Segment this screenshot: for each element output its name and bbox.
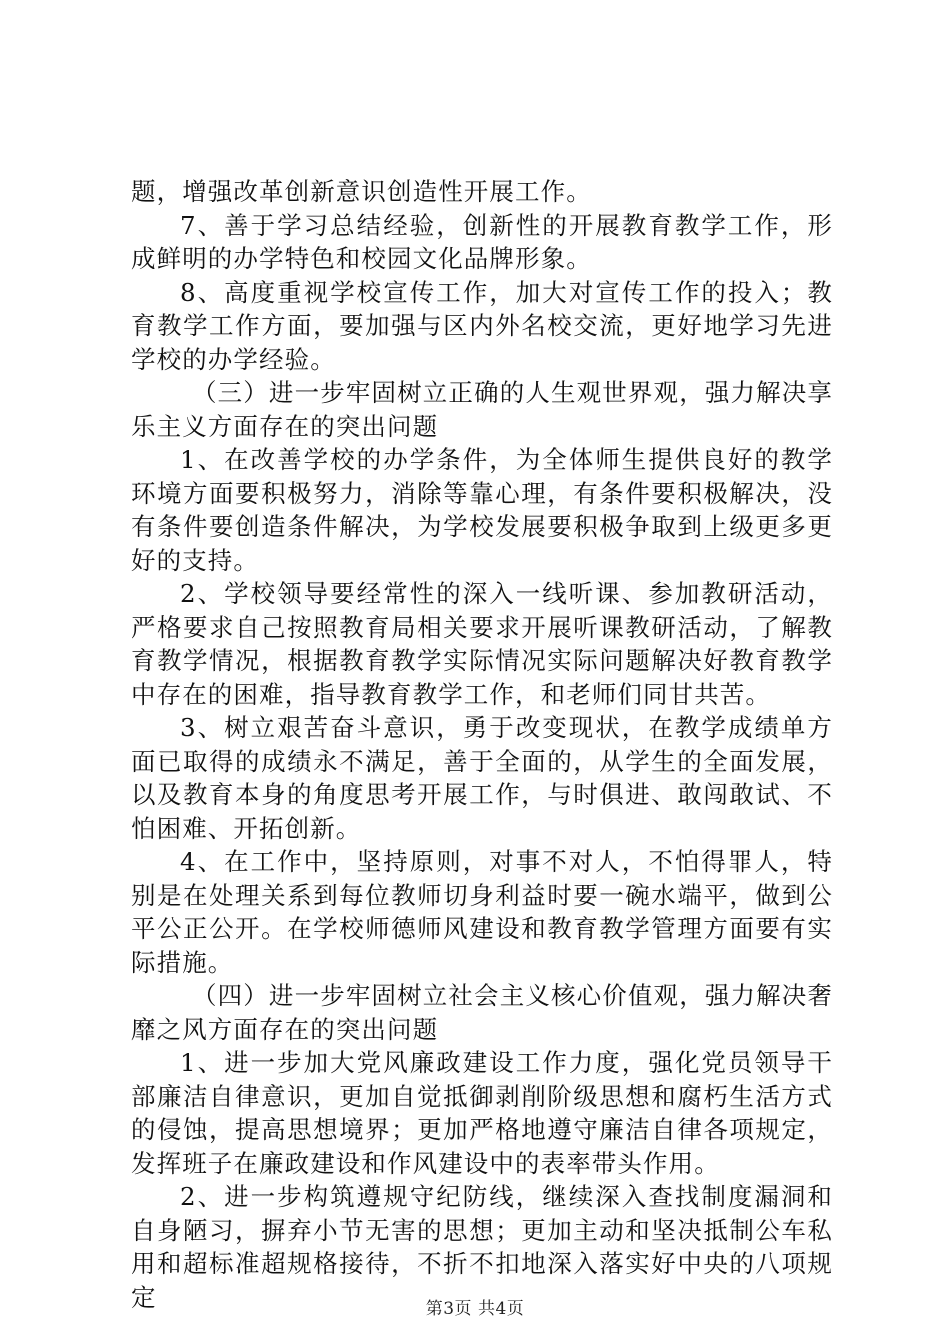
paragraph-section3-item-4: 4、在工作中，坚持原则，对事不对人，不怕得罪人，特别是在处理关系到每位教师切身利益时要一碗水端平，做到公平公正公开。在学校师德师风建设和教育教学管理方面要有实际措施。	[131, 847, 833, 977]
paragraph-item-7: 7、善于学习总结经验，创新性的开展教育教学工作，形成鲜明的办学特色和校园文化品牌形象。	[131, 210, 833, 273]
paragraph-section3-item-2: 2、学校领导要经常性的深入一线听课、参加教研活动，严格要求自己按照教育局相关要求开展听课教研活动，了解教育教学情况，根据教育教学实际情况实际问题解决好教育教学中存在的困难，指导教育教学工作，和老师们同甘共苦。	[131, 579, 833, 709]
section-heading-4: （四）进一步牢固树立社会主义核心价值观，强力解决奢靡之风方面存在的突出问题	[131, 981, 833, 1044]
page-number-label: 第3页 共4页	[425, 1299, 525, 1319]
paragraph-section4-item-2: 2、进一步构筑遵规守纪防线，继续深入查找制度漏洞和自身陋习，摒弃小节无害的思想；更加主动和坚决抵制公车私用和超标准超规格接待，不折不扣地深入落实好中央的八项规定	[131, 1182, 833, 1312]
page-footer	[0, 1294, 950, 1319]
paragraph-item-8: 8、高度重视学校宣传工作，加大对宣传工作的投入；教育教学工作方面，要加强与区内外名校交流，更好地学习先进学校的办学经验。	[131, 277, 833, 374]
paragraph-section3-item-1: 1、在改善学校的办学条件，为全体师生提供良好的教学环境方面要积极努力，消除等靠心理，有条件要积极解决，没有条件要创造条件解决，为学校发展要积极争取到上级更多更好的支持。	[131, 445, 833, 575]
paragraph-section4-item-1: 1、进一步加大党风廉政建设工作力度，强化党员领导干部廉洁自律意识，更加自觉抵御剥削阶级思想和腐朽生活方式的侵蚀，提高思想境界；更加严格地遵守廉洁自律各项规定，发挥班子在廉政建设和作风建设中的表率带头作用。	[131, 1048, 833, 1178]
paragraph-continuation: 题，增强改革创新意识创造性开展工作。	[131, 177, 592, 206]
document-body	[131, 175, 833, 1314]
section-heading-3: （三）进一步牢固树立正确的人生观世界观，强力解决享乐主义方面存在的突出问题	[131, 378, 833, 441]
paragraph-section3-item-3: 3、树立艰苦奋斗意识，勇于改变现状，在教学成绩单方面已取得的成绩永不满足，善于全面的，从学生的全面发展，以及教育本身的角度思考开展工作，与时俱进、敢闯敢试、不怕困难、开拓创新。	[131, 713, 833, 843]
